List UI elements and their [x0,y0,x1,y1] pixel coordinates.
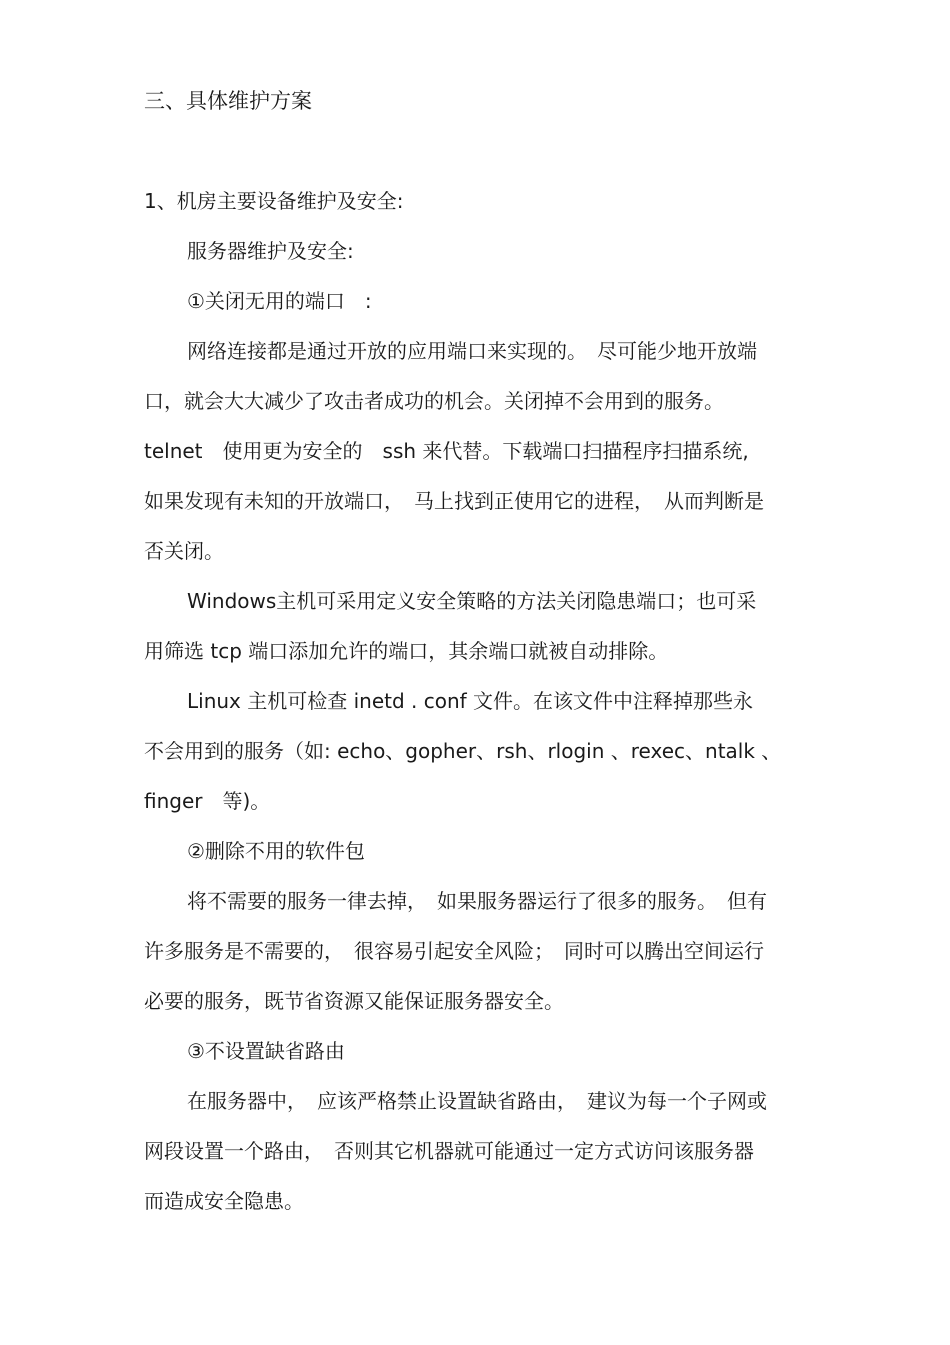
paragraph-line: finger 等)。 [144,789,271,813]
paragraph-line: 网段设置一个路由， 否则其它机器就可能通过一定方式访问该服务器 [144,1139,754,1163]
paragraph-line: 用筛选 tcp 端口添加允许的端口，其余端口就被自动排除。 [144,639,669,663]
paragraph-line: telnet 使用更为安全的 ssh 来代替。下载端口扫描程序扫描系统, [144,439,749,463]
paragraph-line: 必要的服务，既节省资源又能保证服务器安全。 [144,989,564,1013]
paragraph-line: Windows主机可采用定义安全策略的方法关闭隐患端口；也可采 [187,589,757,613]
paragraph-line: 而造成安全隐患。 [144,1189,304,1213]
section-heading: 三、具体维护方案 [144,89,312,113]
paragraph-line: 如果发现有未知的开放端口， 马上找到正使用它的进程， 从而判断是 [144,489,764,513]
item-heading-close-ports: ①关闭无用的端口 : [187,289,372,313]
subsection-heading: 1、机房主要设备维护及安全: [144,189,404,213]
paragraph-line: Linux 主机可检查 inetd . conf 文件。在该文件中注释掉那些永 [187,689,754,713]
paragraph-line: 口，就会大大减少了攻击者成功的机会。关闭掉不会用到的服务。 [144,389,724,413]
paragraph-line: 不会用到的服务（如: echo、gopher、rsh、rlogin 、rexec、ntalk 、 [144,739,782,763]
paragraph-line: 许多服务是不需要的， 很容易引起安全风险； 同时可以腾出空间运行 [144,939,764,963]
paragraph-line: 否关闭。 [144,539,224,563]
paragraph-line: 网络连接都是通过开放的应用端口来实现的。 尽可能少地开放端 [187,339,757,363]
paragraph-line: 在服务器中， 应该严格禁止设置缺省路由， 建议为每一个子网或 [187,1089,767,1113]
item-heading-default-route: ③不设置缺省路由 [187,1039,345,1063]
paragraph-line: 将不需要的服务一律去掉， 如果服务器运行了很多的服务。 但有 [187,889,767,913]
item-heading-remove-packages: ②删除不用的软件包 [187,839,365,863]
item-heading-server: 服务器维护及安全: [187,239,354,263]
